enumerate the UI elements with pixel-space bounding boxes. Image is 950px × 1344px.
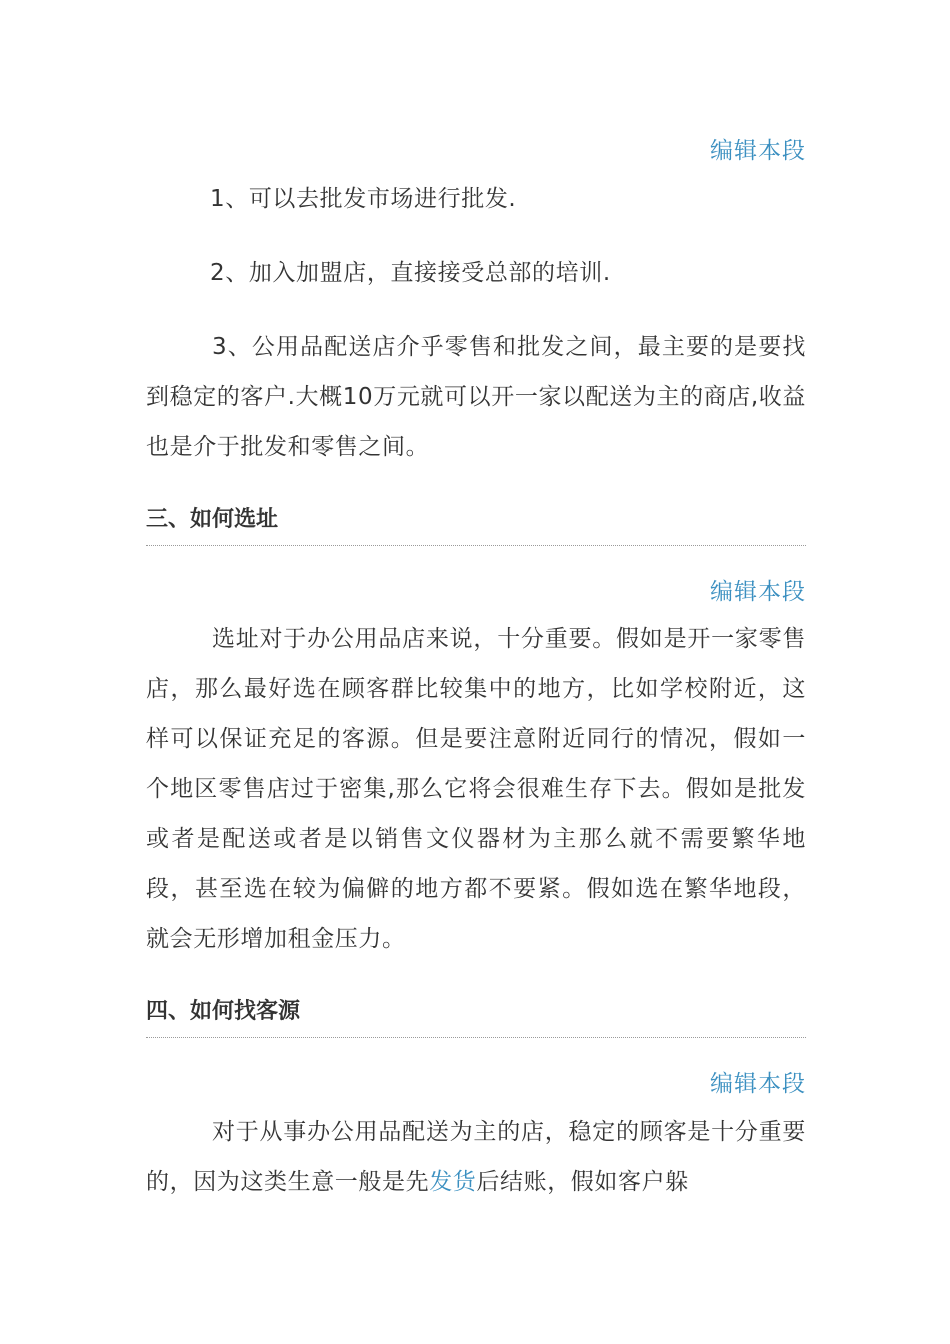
list-item: 1、可以去批发市场进行批发. — [210, 186, 517, 212]
list-item: 3、公用品配送店介乎零售和批发之间，最主要的是要找到稳定的客户.大概10万元就可以开一家以配送为主的商店,收益也是介于批发和零售之间。 — [146, 334, 806, 460]
section-title: 四、如何找客源 — [146, 997, 806, 1038]
section-body: 选址对于办公用品店来说，十分重要。假如是开一家零售店，那么最好选在顾客群比较集中的地方，比如学校附近，这样可以保证充足的客源。但是要注意附近同行的情况，假如一个地区零售店过于密集,那么它将会很难生存下去。假如是批发或者是配送或者是以销售文仪器材为主那么就不需要繁华地段，甚至选在较为偏僻的地方都不要紧。假如选在繁华地段，就会无形增加租金压力。 — [146, 626, 806, 952]
section-body — [146, 1107, 806, 1207]
inline-link[interactable]: 发货 — [429, 1169, 477, 1195]
edit-section-link[interactable]: 编辑本段 — [710, 579, 806, 605]
edit-section-link[interactable]: 编辑本段 — [710, 138, 806, 164]
body-text: 后结账，假如客户躲 — [476, 1169, 689, 1195]
edit-section-link[interactable]: 编辑本段 — [710, 1071, 806, 1097]
section-title: 三、如何选址 — [146, 505, 806, 546]
body-text: 对于从事办公用品配送为主的店，稳定的顾客是十分重要的，因为这类生意一般是先 — [146, 1119, 806, 1195]
list-item: 2、加入加盟店，直接接受总部的培训. — [210, 260, 611, 286]
